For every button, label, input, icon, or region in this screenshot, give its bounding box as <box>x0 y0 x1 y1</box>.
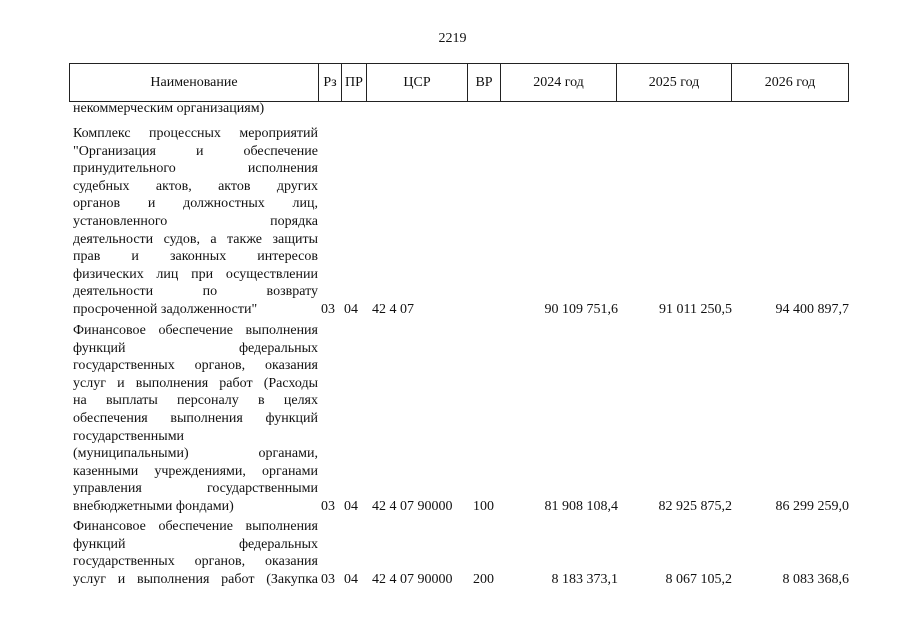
row-text-line: некоммерческим организациям) <box>73 101 265 116</box>
table-header <box>69 63 849 102</box>
page-number: 2219 <box>438 31 467 46</box>
row-vr: 200 <box>473 572 494 587</box>
row-2024: 90 109 751,6 <box>544 302 618 317</box>
row-text-line: казенными учреждениями, органами <box>73 463 318 479</box>
row-text-line: управления государственными <box>73 481 318 497</box>
row-2025: 82 925 875,2 <box>658 499 732 514</box>
row-rz: 03 <box>321 302 335 317</box>
row-text-line: прав и законных интересов <box>73 249 318 265</box>
header-2026: 2026 год <box>732 64 849 102</box>
row-text-line: органов и должностных лиц, <box>73 196 318 212</box>
header-vr: ВР <box>468 64 501 102</box>
row-2025: 91 011 250,5 <box>659 302 732 317</box>
row-text-line: государственных органов, оказания <box>73 358 318 374</box>
row-2026: 94 400 897,7 <box>775 302 849 317</box>
row-2025: 8 067 105,2 <box>665 572 732 587</box>
row-text-line: государственными <box>73 428 185 444</box>
row-text-line: на выплаты персоналу в целях <box>73 393 318 409</box>
row-text-line: функций федеральных <box>73 340 318 356</box>
row-text-line: Финансовое обеспечение выполнения <box>73 519 318 534</box>
row-text-line: "Организация и обеспечение <box>73 143 318 159</box>
header-rz: Рз <box>319 64 342 102</box>
row-rz: 03 <box>321 572 335 587</box>
row-text-line: услуг и выполнения работ (Расходы <box>73 375 318 391</box>
row-text-line: судебных актов, актов других <box>73 178 318 194</box>
row-2024: 81 908 108,4 <box>544 499 618 514</box>
row-text-line: (муниципальными) органами, <box>73 446 318 462</box>
header-2024: 2024 год <box>501 64 617 102</box>
row-text-line: деятельности по возврату <box>73 284 318 300</box>
row-text-line: физических лиц при осуществлении <box>73 266 318 282</box>
header-2025: 2025 год <box>617 64 732 102</box>
header-row <box>70 64 849 102</box>
table-row-name <box>73 125 318 319</box>
table-row-name <box>73 518 318 588</box>
row-csr: 42 4 07 90000 <box>372 572 453 587</box>
row-pr: 04 <box>344 499 358 514</box>
table-row <box>73 100 318 118</box>
row-text-line: принудительного исполнения <box>73 161 318 177</box>
row-text-line: Комплекс процессных мероприятий <box>73 126 318 141</box>
row-text-line: Финансовое обеспечение выполнения <box>73 323 318 338</box>
row-2024: 8 183 373,1 <box>551 572 618 587</box>
row-pr: 04 <box>344 572 358 587</box>
table-row-name <box>73 322 318 516</box>
row-text-line: просроченной задолженности" <box>73 301 258 317</box>
row-rz: 03 <box>321 499 335 514</box>
row-text-line: функций федеральных <box>73 536 318 552</box>
row-pr: 04 <box>344 302 358 317</box>
header-csr: ЦСР <box>367 64 468 102</box>
row-text-line: деятельности судов, а также защиты <box>73 231 318 247</box>
header-name: Наименование <box>70 64 319 102</box>
row-text-line: внебюджетными фондами) <box>73 498 234 514</box>
row-2026: 8 083 368,6 <box>782 572 849 587</box>
row-text-line: услуг и выполнения работ (Закупка <box>73 571 318 587</box>
row-csr: 42 4 07 <box>372 302 414 317</box>
row-text-line: обеспечения выполнения функций <box>73 410 318 426</box>
row-vr: 100 <box>473 499 494 514</box>
row-2026: 86 299 259,0 <box>775 499 849 514</box>
row-text-line: государственных органов, оказания <box>73 554 318 570</box>
row-text-line: установленного порядка <box>73 213 318 229</box>
header-pr: ПР <box>342 64 367 102</box>
row-csr: 42 4 07 90000 <box>372 499 453 514</box>
